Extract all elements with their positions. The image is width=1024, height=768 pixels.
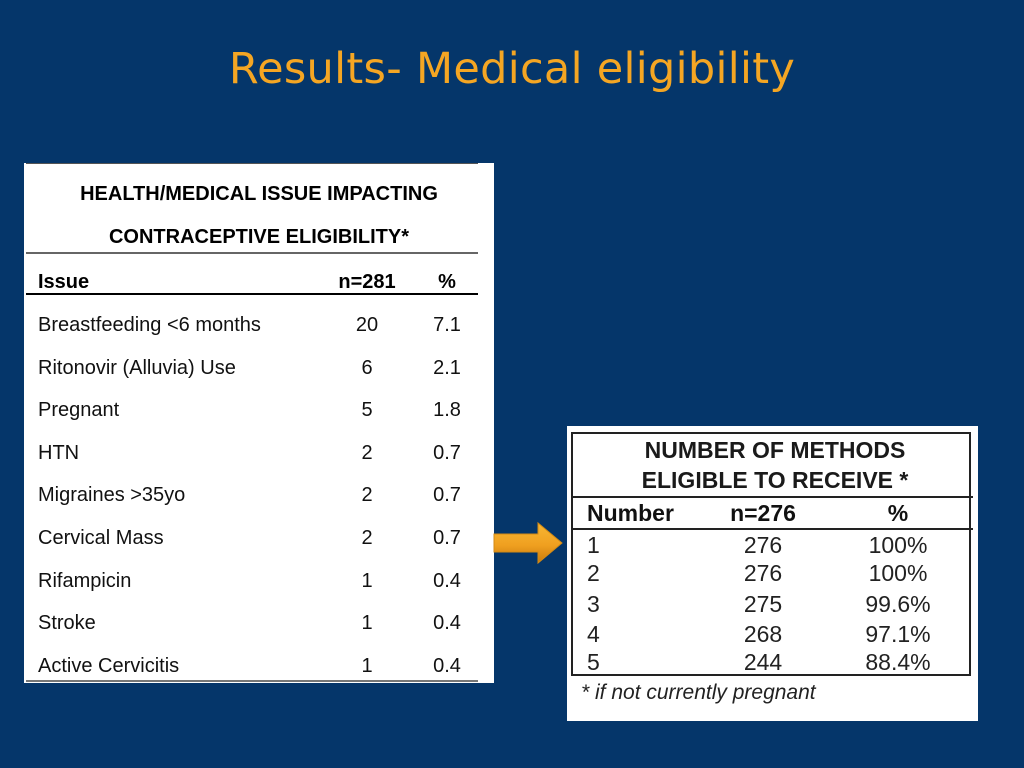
number-cell: 1 [587, 532, 600, 558]
table-row [573, 621, 983, 649]
n-cell: 1 [361, 612, 373, 634]
pct-cell: 1.8 [433, 399, 461, 421]
table-bottom-rule [26, 680, 478, 682]
n-cell: 244 [743, 649, 783, 675]
table-row [24, 399, 494, 429]
column-header-number: Number [587, 500, 674, 526]
issue-cell: Stroke [38, 612, 96, 634]
n-cell: 20 [355, 314, 379, 336]
methods-title-line2: ELIGIBLE TO RECEIVE * [641, 467, 909, 493]
table-row [573, 591, 983, 619]
footnote: * if not currently pregnant [581, 681, 816, 704]
column-header-n: n=281 [338, 271, 396, 293]
pct-cell: 2.1 [433, 357, 461, 379]
number-cell: 4 [587, 621, 600, 647]
issue-cell: Cervical Mass [38, 527, 164, 549]
issue-cell: Rifampicin [38, 570, 132, 592]
methods-table [567, 426, 978, 721]
table-title-line1: HEALTH/MEDICAL ISSUE IMPACTING [80, 183, 438, 205]
pct-cell: 0.7 [433, 484, 461, 506]
n-cell: 2 [361, 442, 373, 464]
pct-cell: 0.7 [433, 527, 461, 549]
table-row [24, 442, 494, 472]
n-cell: 276 [743, 560, 783, 586]
table-row [24, 612, 494, 642]
n-cell: 1 [361, 570, 373, 592]
issue-cell: Active Cervicitis [38, 655, 180, 677]
pct-cell: 7.1 [433, 314, 461, 336]
number-cell: 3 [587, 591, 600, 617]
title-divider [573, 496, 973, 498]
table-row [24, 314, 494, 344]
table-title-line2: CONTRACEPTIVE ELIGIBILITY* [108, 226, 410, 248]
number-cell: 2 [587, 560, 600, 586]
column-header-pct: % [887, 500, 909, 526]
n-cell: 275 [743, 591, 783, 617]
n-cell: 5 [361, 399, 373, 421]
column-header-pct: % [438, 271, 456, 293]
pct-cell: 0.4 [433, 655, 461, 677]
issue-cell: Ritonovir (Alluvia) Use [38, 357, 236, 379]
number-cell: 5 [587, 649, 600, 675]
methods-table-frame [571, 432, 971, 676]
pct-cell: 100% [868, 560, 928, 586]
issue-cell: Breastfeeding <6 months [38, 314, 261, 336]
methods-title-line1: NUMBER OF METHODS [644, 437, 906, 463]
issue-cell: Migraines >35yo [38, 484, 186, 506]
n-cell: 6 [361, 357, 373, 379]
n-cell: 2 [361, 527, 373, 549]
column-header-n: n=276 [730, 500, 796, 526]
n-cell: 1 [361, 655, 373, 677]
n-cell: 268 [743, 621, 783, 647]
column-header-issue: Issue [38, 271, 90, 293]
n-cell: 276 [743, 532, 783, 558]
issue-cell: HTN [38, 442, 80, 464]
pct-cell: 0.4 [433, 570, 461, 592]
table-header-row [24, 271, 494, 301]
issue-cell: Pregnant [38, 399, 120, 421]
table-row [24, 484, 494, 514]
table-row [573, 649, 983, 677]
pct-cell: 100% [868, 532, 928, 558]
table-row [573, 560, 983, 588]
header-bottom-rule [26, 293, 478, 295]
methods-header-row [573, 500, 983, 528]
health-issue-table [24, 163, 494, 683]
table-row [24, 357, 494, 387]
table-row [24, 570, 494, 600]
table-row [24, 527, 494, 557]
pct-cell: 99.6% [865, 591, 931, 617]
table-top-rule [26, 163, 478, 164]
header-divider [573, 528, 973, 530]
pct-cell: 88.4% [865, 649, 931, 675]
pct-cell: 0.7 [433, 442, 461, 464]
header-top-rule [26, 252, 478, 254]
slide-title: Results- Medical eligibility [228, 44, 796, 94]
pct-cell: 0.4 [433, 612, 461, 634]
table-row [573, 532, 983, 560]
right-arrow-icon [492, 521, 564, 565]
pct-cell: 97.1% [865, 621, 931, 647]
n-cell: 2 [361, 484, 373, 506]
